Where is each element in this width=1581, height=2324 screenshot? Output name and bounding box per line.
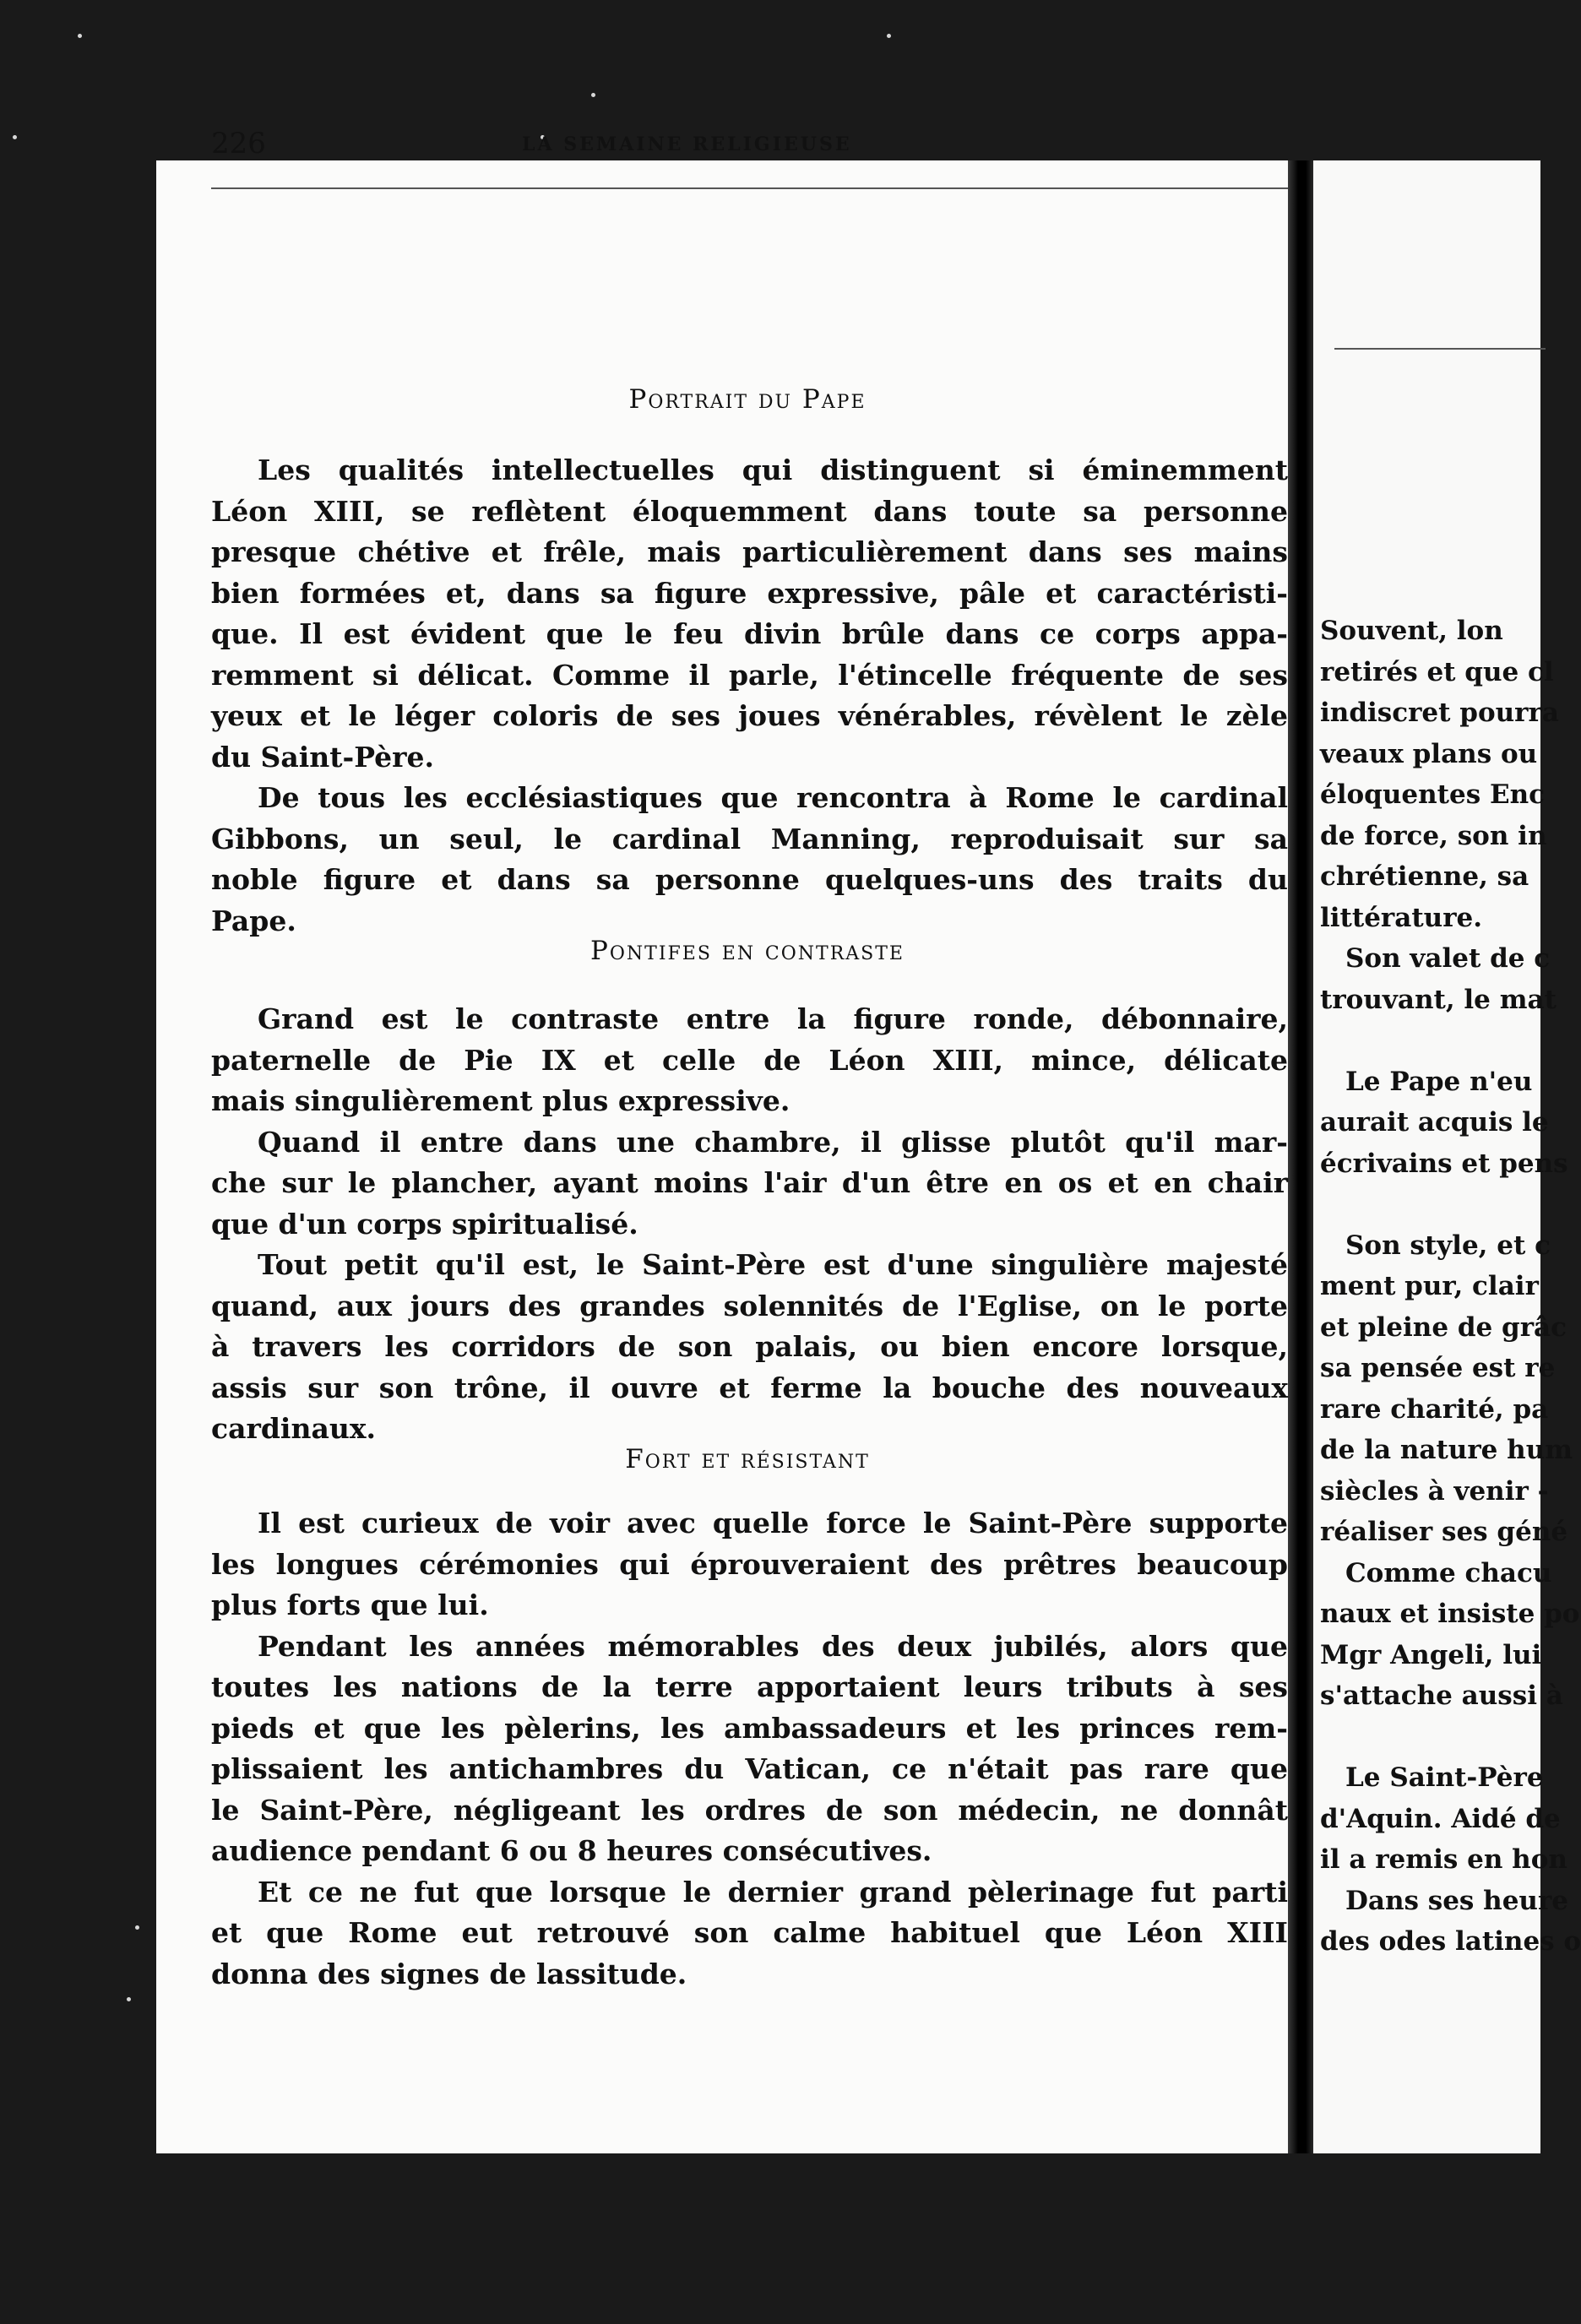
right-text-line: Souvent, lon (1320, 616, 1503, 646)
right-text-line (1320, 1717, 1573, 1758)
text-line: à travers les corridors de son palais, ou bien encore lorsque, (211, 1330, 1288, 1363)
text-line: Il est curieux de voir avec quelle force le Saint-Père supporte (258, 1507, 1288, 1539)
right-text-line: Le Saint-Père (1345, 1762, 1544, 1793)
right-text-line: réaliser ses géné (1320, 1517, 1568, 1547)
section-title-fort: Fort et résistant (625, 1444, 870, 1474)
right-text-line: il a remis en hon (1320, 1844, 1567, 1875)
text-line: le Saint-Père, négligeant les ordres de son médecin, ne donnât (211, 1793, 1288, 1827)
right-text-line: retirés et que cl (1320, 656, 1554, 687)
text-line: toutes les nations de la terre apportaient leurs tributs à ses (211, 1670, 1288, 1703)
right-text-line: Dans ses heure (1345, 1885, 1569, 1916)
running-title: LA SEMAINE RELIGIEUSE (522, 133, 852, 155)
section-title-portrait: Portrait du Pape (628, 384, 867, 415)
text-line: Et ce ne fut que lorsque le dernier grand pèlerinage fut parti (258, 1875, 1288, 1909)
right-text-line: Son valet de c (1345, 943, 1551, 974)
text-line: plissaient les antichambres du Vatican, ce n'était pas rare que (211, 1752, 1288, 1785)
section-body-pontifes (211, 999, 1288, 1450)
text-line: plus forts que lui. (211, 1588, 489, 1621)
right-text-line: trouvant, le mat (1320, 984, 1557, 1015)
text-line: et que Rome eut retrouvé son calme habituel que Léon XIII (211, 1916, 1288, 1949)
right-text-line: indiscret pourra (1320, 698, 1559, 728)
text-line: du Saint-Père. (211, 740, 435, 774)
right-text-line: ment pur, clair (1320, 1271, 1539, 1301)
text-line: pieds et que les pèlerins, les ambassadeurs et les princes rem- (211, 1711, 1288, 1745)
text-line: que. Il est évident que le feu divin brûle dans ce corps appa- (211, 617, 1288, 650)
right-text-line: écrivains et pens (1320, 1148, 1568, 1179)
text-line: assis sur son trône, il ouvre et ferme la bouche des nouveaux (211, 1371, 1288, 1404)
right-text-line: de la nature hum (1320, 1435, 1573, 1465)
text-line: Gibbons, un seul, le cardinal Manning, reproduisait sur sa (211, 822, 1288, 855)
text-line: Léon XIII, se reflètent éloquemment dans toute sa personne (211, 494, 1288, 528)
text-line: bien formées et, dans sa figure expressive, pâle et caractéristi- (211, 576, 1288, 610)
text-line: mais singulièrement plus expressive. (211, 1084, 790, 1117)
text-line: che sur le plancher, ayant moins l'air d'un être en os et en chair (211, 1166, 1288, 1199)
right-text-line: siècles à venir - (1320, 1475, 1549, 1507)
text-line: De tous les ecclésiastiques que rencontra à Rome le cardinal (258, 781, 1288, 814)
right-text-line: et pleine de grâc (1320, 1311, 1567, 1343)
text-line: que d'un corps spiritualisé. (211, 1207, 638, 1241)
text-line: Pape. (211, 904, 296, 937)
text-line: Grand est le contraste entre la figure ronde, débonnaire, (258, 1002, 1288, 1035)
text-line: audience pendant 6 ou 8 heures consécutives. (211, 1834, 932, 1867)
text-line: cardinaux. (211, 1412, 377, 1445)
section-body-fort (211, 1503, 1288, 1995)
right-text-line: aurait acquis le (1320, 1107, 1549, 1138)
right-text-line: rare charité, pa (1320, 1393, 1549, 1425)
text-line: noble figure et dans sa personne quelques-uns des traits du (211, 863, 1288, 896)
text-line: yeux et le léger coloris de ses joues vénérables, révèlent le zèle (211, 699, 1288, 732)
right-text-line: littérature. (1320, 902, 1483, 933)
text-line: donna des signes de lassitude. (211, 1957, 687, 1990)
right-text-line: éloquentes Enc (1320, 779, 1545, 810)
right-page (1313, 160, 1581, 2153)
right-text-line: des odes latines o (1320, 1926, 1581, 1957)
right-text-line: de force, son in (1320, 820, 1547, 851)
page-number: 226 (211, 127, 266, 160)
section-body-portrait (211, 450, 1288, 942)
right-text-line: Mgr Angeli, lui (1320, 1639, 1542, 1670)
right-text-line: chrétienne, sa (1320, 861, 1529, 892)
right-text-line: s'attache aussi à (1320, 1681, 1563, 1711)
right-text-line: veaux plans ou (1320, 738, 1538, 769)
text-line: remment si délicat. Comme il parle, l'étincelle fréquente de ses (211, 658, 1288, 692)
right-text-line (1320, 1020, 1573, 1062)
book-gutter (1288, 160, 1313, 2153)
right-text-line: Le Pape n'eu (1345, 1066, 1533, 1097)
right-text-line: Son style, et c (1345, 1230, 1551, 1261)
text-line: Les qualités intellectuelles qui distinguent si éminemment (258, 453, 1288, 486)
right-text-line: sa pensée est re (1320, 1353, 1556, 1383)
text-line: quand, aux jours des grandes solennités de l'Eglise, on le porte (211, 1289, 1288, 1322)
right-text-line: d'Aquin. Aidé de (1320, 1803, 1561, 1834)
right-page-text (1320, 611, 1581, 1963)
right-text-line: naux et insiste po (1320, 1599, 1580, 1629)
text-line: Pendant les années mémorables des deux jubilés, alors que (258, 1629, 1288, 1663)
page-header (211, 127, 1284, 177)
section-title-pontifes: Pontifes en contraste (590, 936, 905, 966)
header-rule (211, 187, 1288, 189)
text-line: Tout petit qu'il est, le Saint-Père est d'une singulière majesté (258, 1248, 1288, 1281)
text-line: Quand il entre dans une chambre, il glisse plutôt qu'il mar- (258, 1125, 1288, 1159)
text-line: les longues cérémonies qui éprouveraient des prêtres beaucoup (211, 1547, 1288, 1581)
right-text-line (1320, 1184, 1573, 1225)
right-text-line: Comme chacu (1345, 1557, 1552, 1588)
text-line: paternelle de Pie IX et celle de Léon XIII, mince, délicate (211, 1043, 1288, 1077)
text-line: presque chétive et frêle, mais particulièrement dans ses mains (211, 535, 1288, 568)
right-header-rule (1334, 348, 1546, 350)
